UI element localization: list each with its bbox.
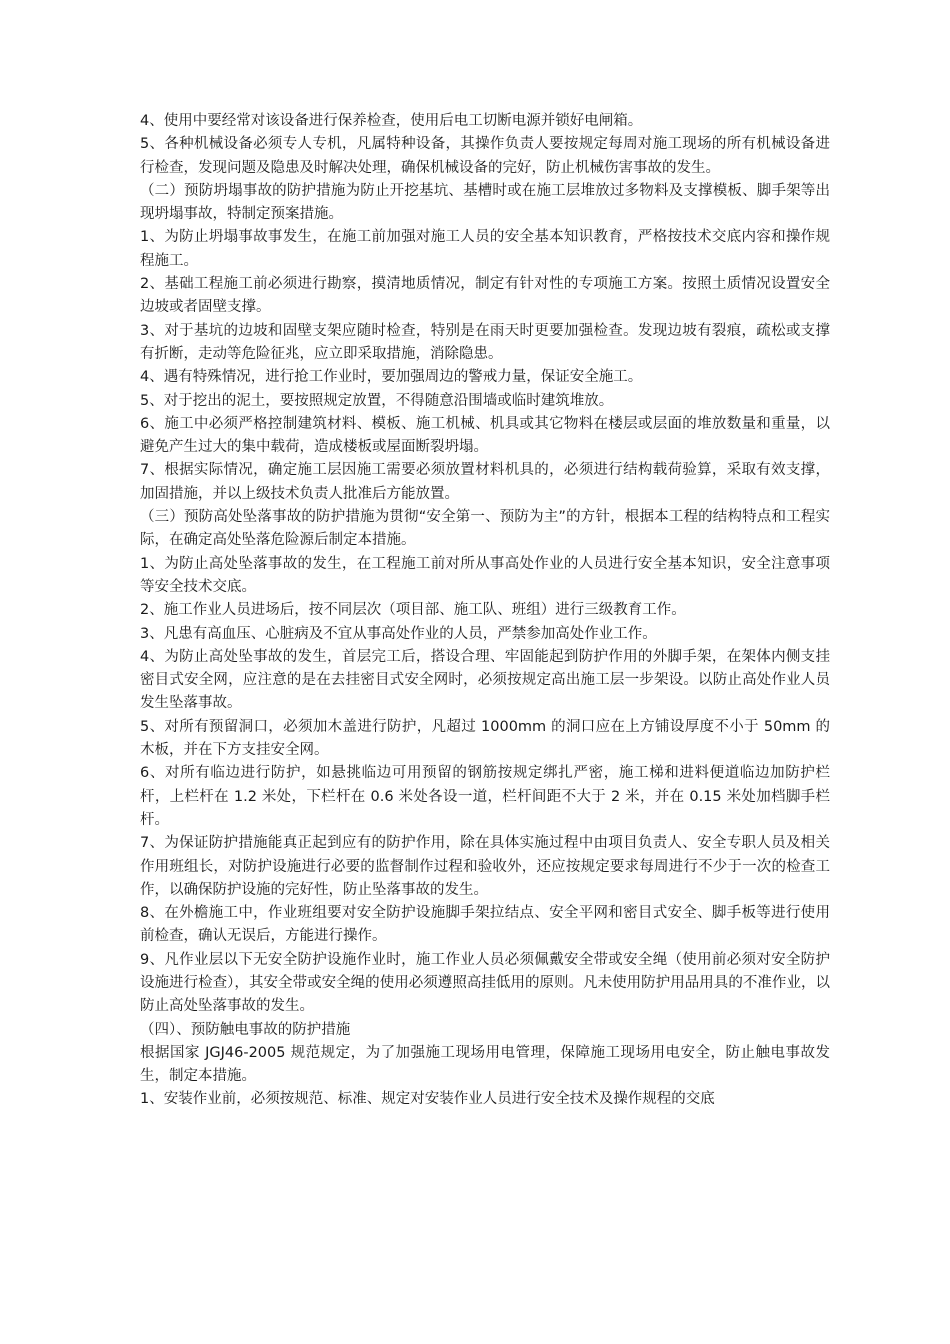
paragraph: 2、施工作业人员进场后，按不同层次（项目部、施工队、班组）进行三级教育工作。 [140,602,686,619]
paragraph: 2、基础工程施工前必须进行勘察，摸清地质情况，制定有针对性的专项施工方案。按照土质情况设置安全边坡或者固壁支撑。 [140,276,830,316]
paragraph: 1、为防止坍塌事故事发生，在施工前加强对施工人员的安全基本知识教育，严格按技术交底内容和操作规程施工。 [140,229,830,269]
paragraph: 4、遇有特殊情况，进行抢工作业时，要加强周边的警戒力量，保证安全施工。 [140,369,643,386]
paragraph: 根据国家 JGJ46-2005 规范规定，为了加强施工现场用电管理，保障施工现场用电安全，防止触电事故发生，制定本措施。 [140,1044,830,1085]
paragraph: 7、为保证防护措施能真正起到应有的防护作用，除在具体实施过程中由项目负责人、安全专职人员及相关作用班组长，对防护设施进行必要的监督制作过程和验收外，还应按规定要求每周进行不少于一次的检查工作，以确保防护设施的完好性，防止坠落事故的发生。 [140,835,830,898]
paragraph: 7、根据实际情况，确定施工层因施工需要必须放置材料机具的，必须进行结构载荷验算，采取有效支撑，加固措施，并以上级技术负责人批准后方能放置。 [140,462,830,502]
paragraph: 3、对于基坑的边坡和固壁支架应随时检查，特别是在雨天时更要加强检查。发现边坡有裂痕，疏松或支撑有折断，走动等危险征兆，应立即采取措施，消除隐患。 [140,322,830,362]
paragraph: （三）预防高处坠落事故的防护措施为贯彻“安全第一、预防为主”的方针，根据本工程的结构特点和工程实际，在确定高处坠落危险源后制定本措施。 [140,509,830,549]
paragraph: 5、各种机械设备必须专人专机，凡属特种设备，其操作负责人要按规定每周对施工现场的所有机械设备进行检查，发现问题及隐患及时解决处理，确保机械设备的完好，防止机械伤害事故的发生。 [140,136,830,176]
paragraph: 4、使用中要经常对该设备进行保养检查，使用后电工切断电源并锁好电闸箱。 [140,113,643,129]
paragraph: 6、施工中必须严格控制建筑材料、模板、施工机械、机具或其它物料在楼层或层面的堆放数量和重量，以避免产生过大的集中载荷，造成楼板或屋面断裂坍塌。 [140,415,830,456]
paragraph: 9、凡作业层以下无安全防护设施作业时，施工作业人员必须佩戴安全带或安全绳（使用前必须对安全防护设施进行检查），其安全带或安全绳的使用必须遵照高挂低用的原则。凡未使用防护用品用具的不准作业，以防止高处坠落事故的发生。 [140,951,830,1015]
paragraph: 1、安装作业前，必须按规范、标准、规定对安装作业人员进行安全技术及操作规程的交底 [140,1091,715,1108]
paragraph: 3、凡患有高血压、心脏病及不宜从事高处作业的人员，严禁参加高处作业工作。 [140,625,657,642]
paragraph: 6、对所有临边进行防护，如悬挑临边可用预留的钢筋按规定绑扎严密，施工梯和进料便道临边加防护栏杆，上栏杆在 1.2 米处，下栏杆在 0.6 米处各设一道，栏杆间距不大于 2 米，并在 0.15 米处加档脚手栏杆。 [140,765,830,828]
document-page [140,110,830,1112]
paragraph: （二）预防坍塌事故的防护措施为防止开挖基坑、基槽时或在施工层堆放过多物料及支撑模板、脚手架等出现坍塌事故，特制定预案措施。 [140,182,830,223]
section-heading: （四）、预防触电事故的防护措施 [140,1021,351,1038]
paragraph: 5、对于挖出的泥土，要按照规定放置，不得随意沿围墙或临时建筑堆放。 [140,392,614,409]
paragraph: 1、为防止高处坠落事故的发生，在工程施工前对所从事高处作业的人员进行安全基本知识，安全注意事项等安全技术交底。 [140,555,830,595]
paragraph: 4、为防止高处坠事故的发生，首层完工后，搭设合理、牢固能起到防护作用的外脚手架，在架体内侧支挂密目式安全网，应注意的是在去挂密目式安全网时，必须按规定高出施工层一步架设。以防止高处作业人员发生坠落事故。 [140,648,830,712]
paragraph: 5、对所有预留洞口，必须加木盖进行防护，凡超过 1000mm 的洞口应在上方铺设厚度不小于 50mm 的木板，并在下方支挂安全网。 [140,718,830,759]
paragraph: 8、在外檐施工中，作业班组要对安全防护设施脚手架拉结点、安全平网和密目式安全、脚手板等进行使用前检查，确认无误后，方能进行操作。 [140,905,830,945]
